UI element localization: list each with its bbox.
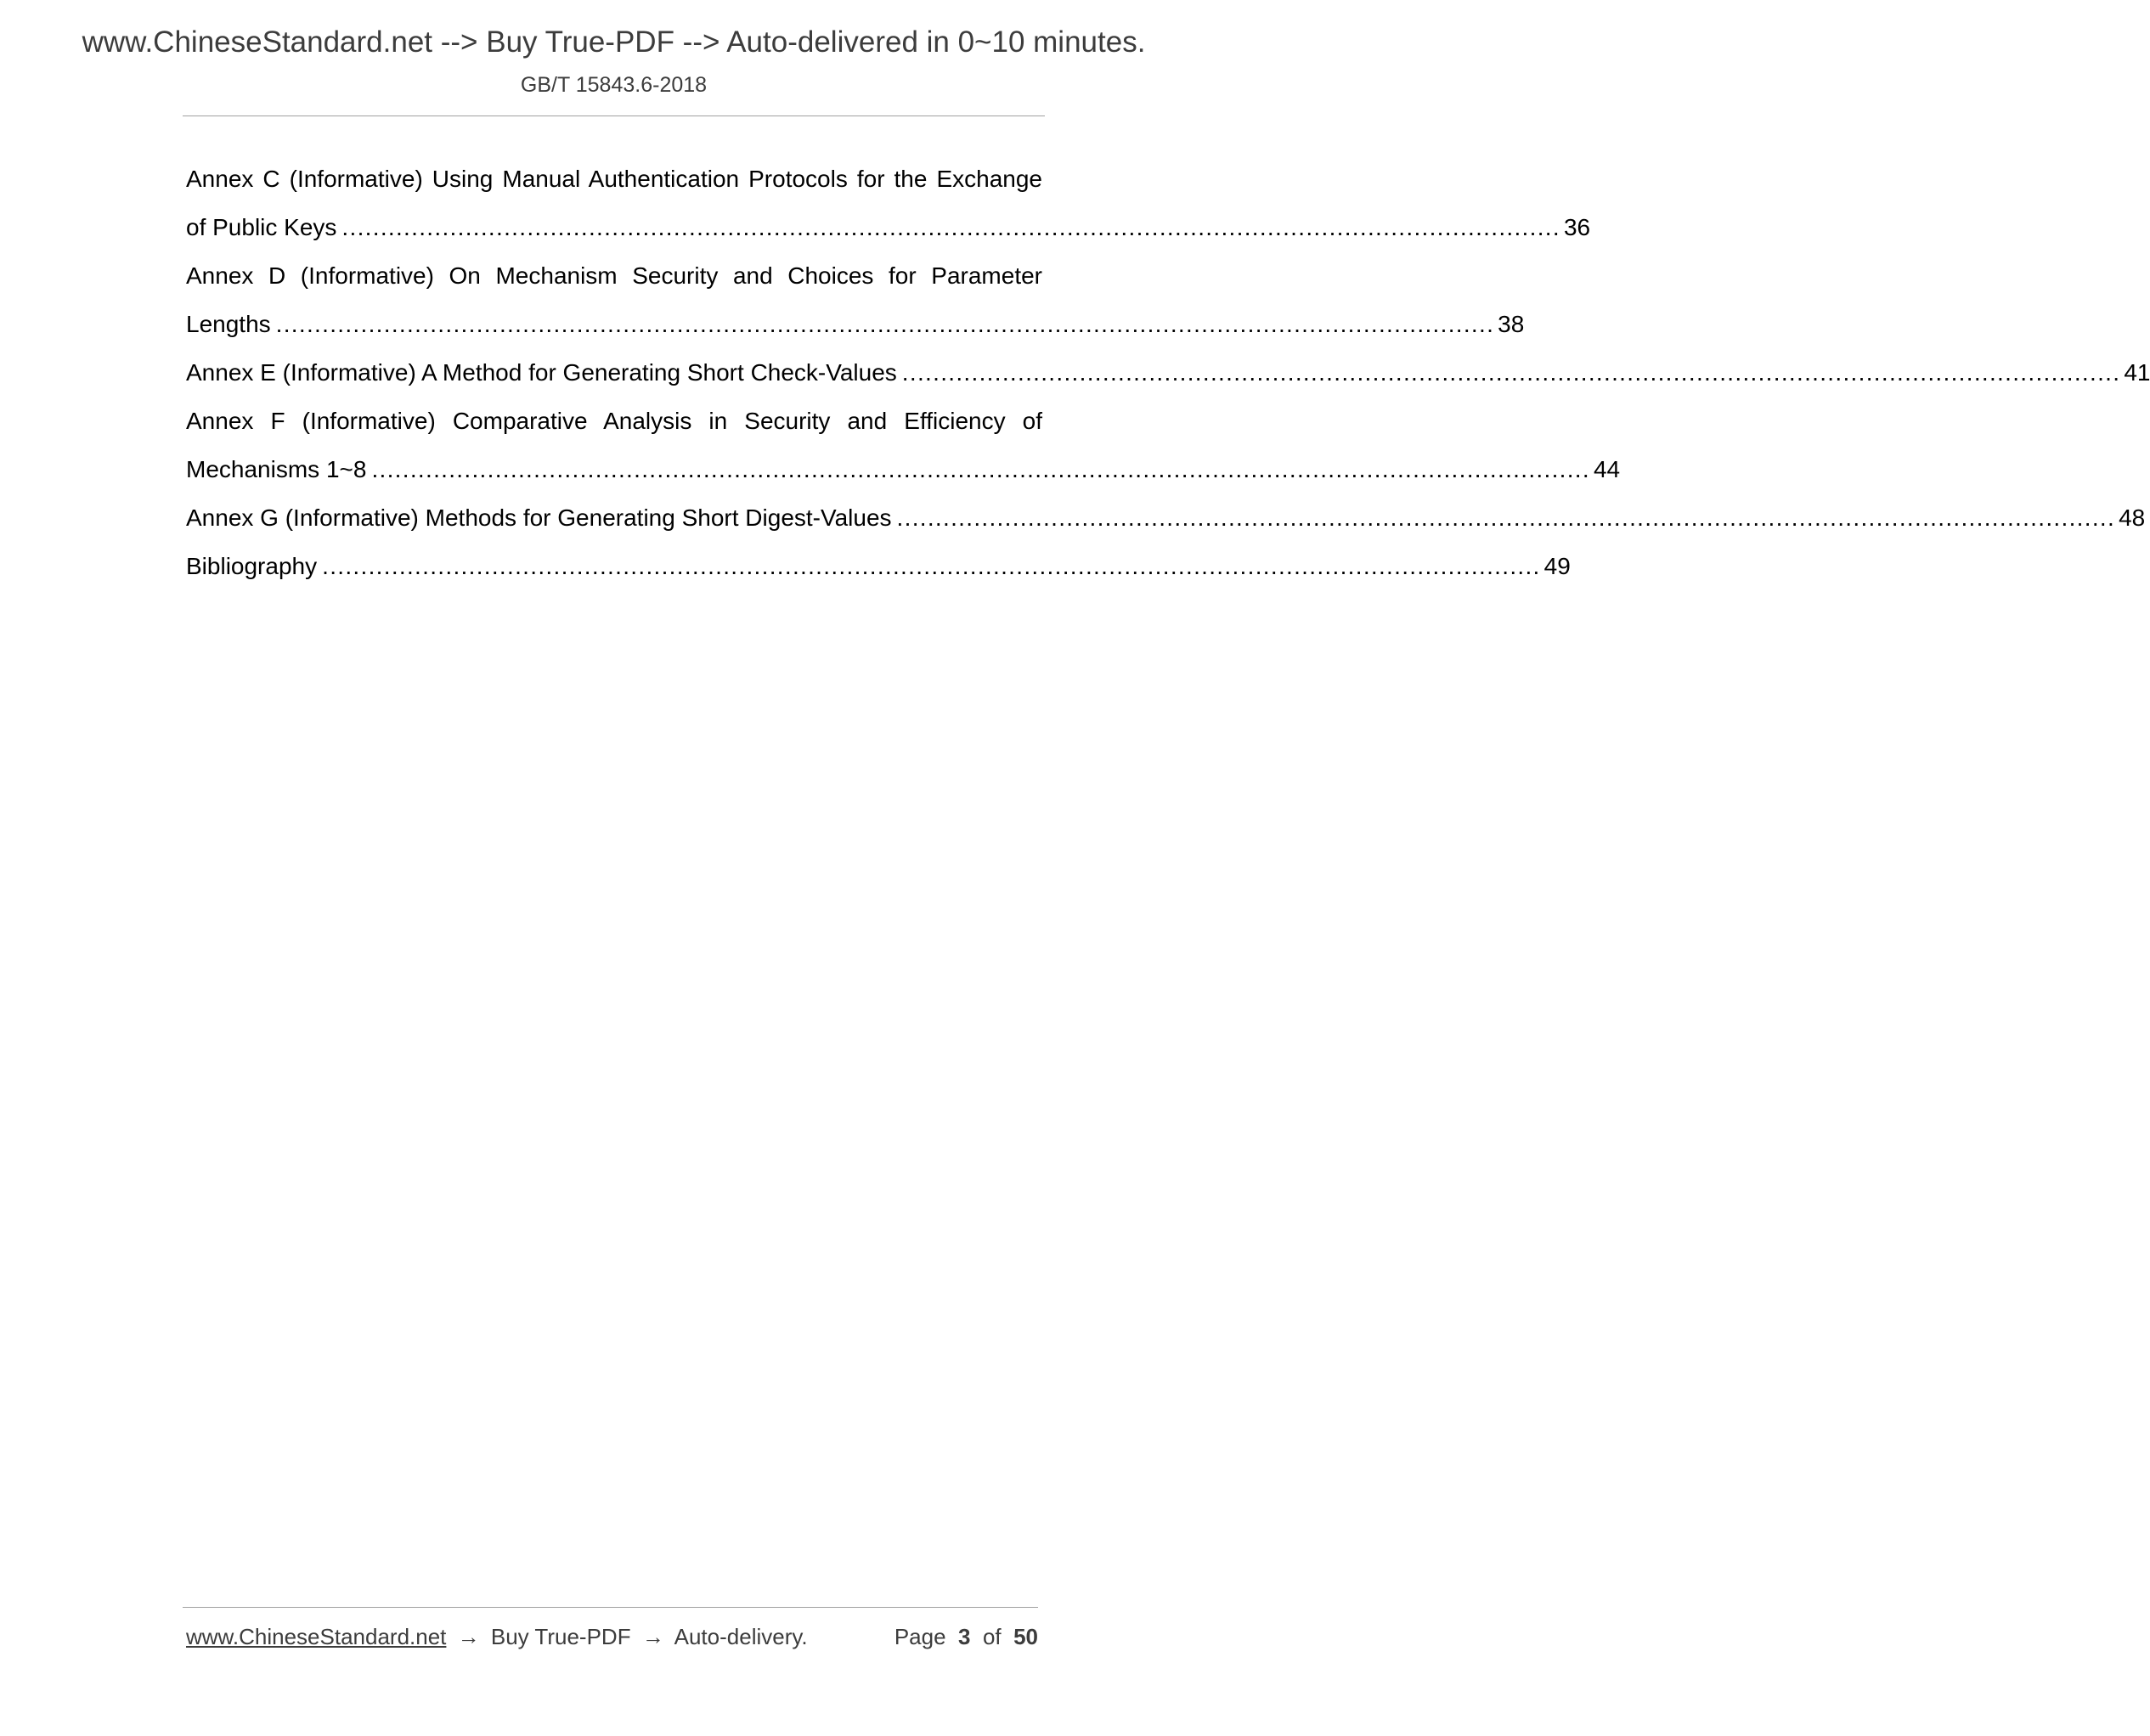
document-code: GB/T 15843.6-2018 bbox=[520, 73, 708, 97]
footer-delivery-text: Auto-delivery. bbox=[674, 1624, 808, 1649]
toc-entry-annex-d[interactable] bbox=[186, 300, 1525, 348]
footer-divider bbox=[183, 1607, 1038, 1608]
dot-leader: .............................................................................................................................................................. bbox=[275, 311, 1495, 337]
toc-entry-annex-e-page: 41 bbox=[2124, 359, 2150, 386]
arrow-right-icon: → bbox=[457, 1624, 480, 1649]
toc-entry-annex-g-text: Annex G (Informative) Methods for Generating Short Digest-Values bbox=[186, 504, 892, 531]
toc-entry-annex-g-page: 48 bbox=[2119, 504, 2146, 531]
toc-entry-annex-c-text: of Public Keys bbox=[186, 214, 337, 240]
dot-leader: .............................................................................................................................................................. bbox=[901, 359, 2121, 386]
page-total: 50 bbox=[1013, 1624, 1038, 1649]
page-of-label: of bbox=[982, 1624, 1002, 1649]
toc-entry-annex-d-page: 38 bbox=[1498, 311, 1525, 337]
header-banner: www.ChineseStandard.net --> Buy True-PDF --> Auto-delivered in 0~10 minutes. bbox=[82, 25, 1146, 59]
toc-entry-annex-c-title[interactable]: Annex C (Informative) Using Manual Authentication Protocols for the Exchange bbox=[186, 166, 1042, 192]
table-of-contents bbox=[186, 155, 2150, 590]
toc-entry-annex-c[interactable] bbox=[186, 203, 1591, 251]
toc-entry-bibliography-page: 49 bbox=[1543, 553, 1571, 579]
page-indicator bbox=[894, 1624, 1038, 1650]
toc-entry-annex-f-title[interactable]: Annex F (Informative) Comparative Analysis in Security and Efficiency of bbox=[186, 408, 1042, 434]
toc-entry-annex-f-text: Mechanisms 1~8 bbox=[186, 456, 367, 482]
page-current: 3 bbox=[958, 1624, 971, 1649]
toc-entry-annex-f[interactable] bbox=[186, 445, 1621, 493]
dot-leader: .............................................................................................................................................................. bbox=[341, 214, 1560, 240]
toc-entry-annex-d-title[interactable]: Annex D (Informative) On Mechanism Security and Choices for Parameter bbox=[186, 262, 1042, 289]
footer-site-link[interactable]: www.ChineseStandard.net bbox=[186, 1624, 447, 1649]
footer-buy-text: Buy True-PDF bbox=[490, 1624, 631, 1649]
page-label: Page bbox=[894, 1624, 946, 1649]
dot-leader: .............................................................................................................................................................. bbox=[322, 553, 1541, 579]
dot-leader: .............................................................................................................................................................. bbox=[896, 504, 2116, 531]
toc-entry-annex-e-text: Annex E (Informative) A Method for Generating Short Check-Values bbox=[186, 359, 897, 386]
toc-entry-annex-c-page: 36 bbox=[1563, 214, 1591, 240]
arrow-right-icon: → bbox=[641, 1624, 664, 1649]
dot-leader: .............................................................................................................................................................. bbox=[371, 456, 1590, 482]
toc-entry-annex-e[interactable] bbox=[186, 348, 2150, 397]
footer-promo bbox=[186, 1624, 808, 1650]
toc-entry-annex-g[interactable] bbox=[186, 493, 2146, 542]
page-footer bbox=[186, 1624, 1038, 1658]
toc-entry-annex-d-text: Lengths bbox=[186, 311, 271, 337]
toc-entry-bibliography[interactable] bbox=[186, 542, 1571, 590]
toc-entry-annex-f-page: 44 bbox=[1593, 456, 1621, 482]
toc-entry-bibliography-text: Bibliography bbox=[186, 553, 318, 579]
